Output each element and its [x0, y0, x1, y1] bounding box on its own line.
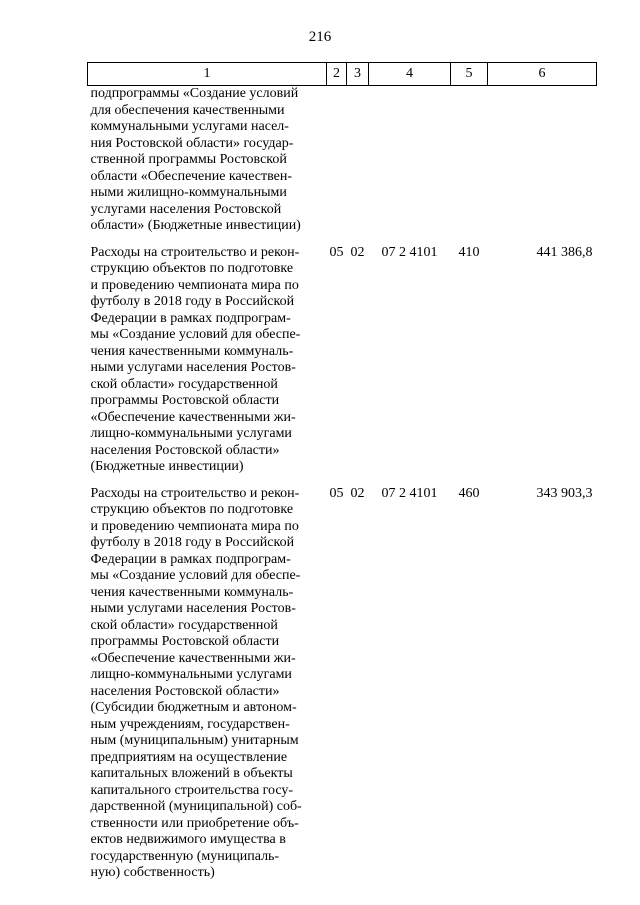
row-subsection: [347, 86, 369, 235]
row-section: 05: [329, 244, 344, 260]
row-expense-type: [451, 86, 488, 235]
row-amount: 441 386,8: [536, 244, 593, 260]
row-target-article: 07 2 4101: [381, 244, 438, 260]
row-description: подпрограммы «Создание условий для обеспечения качественными коммунальными услугами насел- ния Ростовской области» государ- ственной программы Ростовской области «Обеспечение качествен- ными жилищно-коммунальными услугами населения Ростовской области» (Бюджетные инвестиции): [90, 86, 301, 233]
budget-table: [87, 62, 597, 882]
table-row: [88, 245, 597, 476]
page-number: 216: [308, 29, 332, 45]
row-subsection: 02: [350, 244, 365, 260]
row-section: 05: [329, 485, 344, 501]
row-description: Расходы на строительство и рекон- струкцию объектов по подготовке и проведению чемпионата мира по футболу в 2018 году в Российской Федерации в рамках подпрограм- мы «Создание условий для обеспе- чения качественными коммуналь- ными услугами населения Ростов- ской области» государственной программы Ростовской области «Обеспечение качественными жи- лищно-коммунальными услугами населения Ростовской области» (Субсидии бюджетным и автоном- ным учреждениям, государствен- ным (муниципальным) унитарным предприятиям на осуществление капитальных вложений в объекты капитального строительства госу- дарственной (муниципальной) соб- ственности или приобретение объ- ектов недвижимого имущества в государственную (муниципаль- ную) собственность): [90, 485, 302, 880]
row-subsection: 02: [350, 485, 365, 501]
row-description: Расходы на строительство и рекон- струкцию объектов по подготовке и проведению чемпионата мира по футболу в 2018 году в Российской Федерации в рамках подпрограм- мы «Создание условий для обеспе- чения качественными коммуналь- ными услугами населения Ростов- ской области» государственной программы Ростовской области «Обеспечение качественными жи- лищно-коммунальными услугами населения Ростовской области» (Бюджетные инвестиции): [90, 244, 301, 474]
row-expense-type: 460: [458, 485, 480, 501]
column-header-3: 3: [347, 63, 369, 86]
row-section: [327, 86, 347, 235]
table-header-row: [88, 63, 597, 86]
row-amount: 343 903,3: [536, 485, 593, 501]
row-amount: [488, 86, 597, 235]
column-header-2: 2: [327, 63, 347, 86]
table-row: [88, 86, 597, 235]
row-expense-type: 410: [458, 244, 480, 260]
row-target-article: 07 2 4101: [381, 485, 438, 501]
row-target-article: [369, 86, 451, 235]
column-header-1: 1: [88, 63, 327, 86]
row-spacer: [88, 235, 597, 245]
row-spacer: [88, 476, 597, 486]
column-header-5: 5: [451, 63, 488, 86]
table-row: [88, 486, 597, 882]
column-header-4: 4: [369, 63, 451, 86]
column-header-6: 6: [488, 63, 597, 86]
